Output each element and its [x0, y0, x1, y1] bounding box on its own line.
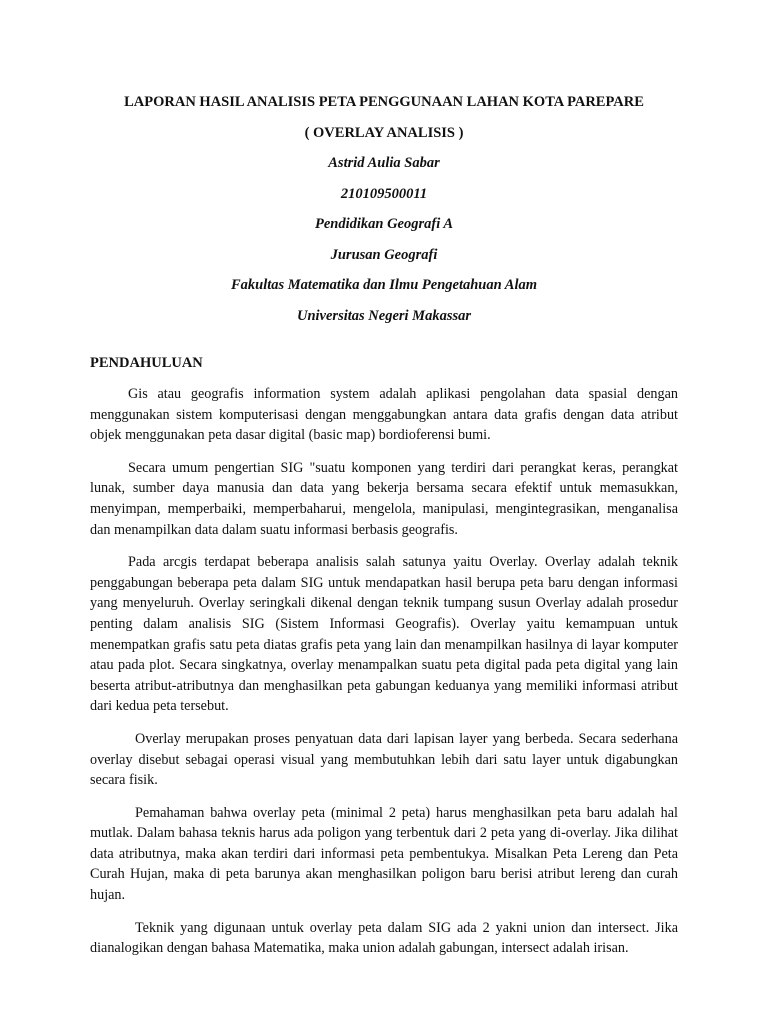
paragraph: Teknik yang digunaan untuk overlay peta dalam SIG ada 2 yakni union dan intersect. Jika dianalogikan dengan bahasa Matematika, maka union adalah gabungan, intersect adalah irisan.	[90, 919, 678, 957]
report-header	[0, 92, 768, 336]
study-program: Pendidikan Geografi A	[314, 216, 454, 232]
paragraph: Pada arcgis terdapat beberapa analisis salah satunya yaitu Overlay. Overlay adalah teknik penggabungan beberapa peta dalam SIG untuk mendapatkan hasil berupa peta baru dengan informasi yang menyeluruh. Overlay seringkali dikenal dengan teknik tumpang susun Overlay adalah prosedur penting dalam analisis SIG (Sistem Informasi Geografis). Overlay yaitu kemampuan untuk menempatkan grafis satu peta diatas grafis peta yang lain dan menampilkan hasilnya di layar komputer atau pada plot. Secara singkatnya, overlay menampalkan suatu peta digital pada peta digital yang lain beserta atribut-atributnya dan menghasilkan peta gabungan keduanya yang memiliki informasi atribut dari kedua peta tersebut.	[90, 554, 678, 715]
department: Jurusan Geografi	[330, 246, 438, 263]
section-heading: PENDAHULUAN	[90, 355, 203, 371]
author-name: Astrid Aulia Sabar	[328, 155, 440, 171]
paragraph: Pemahaman bahwa overlay peta (minimal 2 peta) harus menghasilkan peta baru adalah hal mutlak. Dalam bahasa teknis harus ada poligon yang terbentuk dari 2 peta yang di-overlay. Jika dilihat data atributnya, maka akan terdiri dari informasi peta pembentukya. Misalkan Peta Lereng dan Peta Curah Hujan, maka di peta barunya akan menghasilkan poligon baru berisi atribut lereng dan curah hujan.	[90, 804, 678, 904]
student-id: 210109500011	[340, 185, 428, 202]
paragraph: Overlay merupakan proses penyatuan data dari lapisan layer yang berbeda. Secara sederhana overlay disebut sebagai operasi visual yang membutuhkan lebih dari satu layer untuk digabungkan secara fisik.	[90, 730, 678, 789]
paragraph: Secara umum pengertian SIG "suatu komponen yang terdiri dari perangkat keras, perangkat lunak, sumber daya manusia dan data yang bekerja bersama secara efektif untuk memasukkan, menyimpan, memperbaiki, memperbaharui, mengelola, manipulasi, mengintegrasikan, menganalisa dan menampilkan data dalam suatu informasi berbasis geografis.	[90, 459, 678, 538]
report-subtitle: ( OVERLAY ANALISIS )	[304, 124, 464, 141]
faculty: Fakultas Matematika dan Ilmu Pengetahuan Alam	[230, 277, 538, 293]
document-body	[90, 353, 678, 971]
paragraph: Gis atau geografis information system adalah aplikasi pengolahan data spasial dengan menggunakan sistem komputerisasi dengan menggabungkan antara data grafis dengan data atribut objek menggunakan peta dasar digital (basic map) bordioferensi bumi.	[90, 386, 678, 444]
report-title: LAPORAN HASIL ANALISIS PETA PENGGUNAAN LAHAN KOTA PAREPARE	[124, 94, 644, 110]
university: Universitas Negeri Makassar	[296, 307, 471, 324]
